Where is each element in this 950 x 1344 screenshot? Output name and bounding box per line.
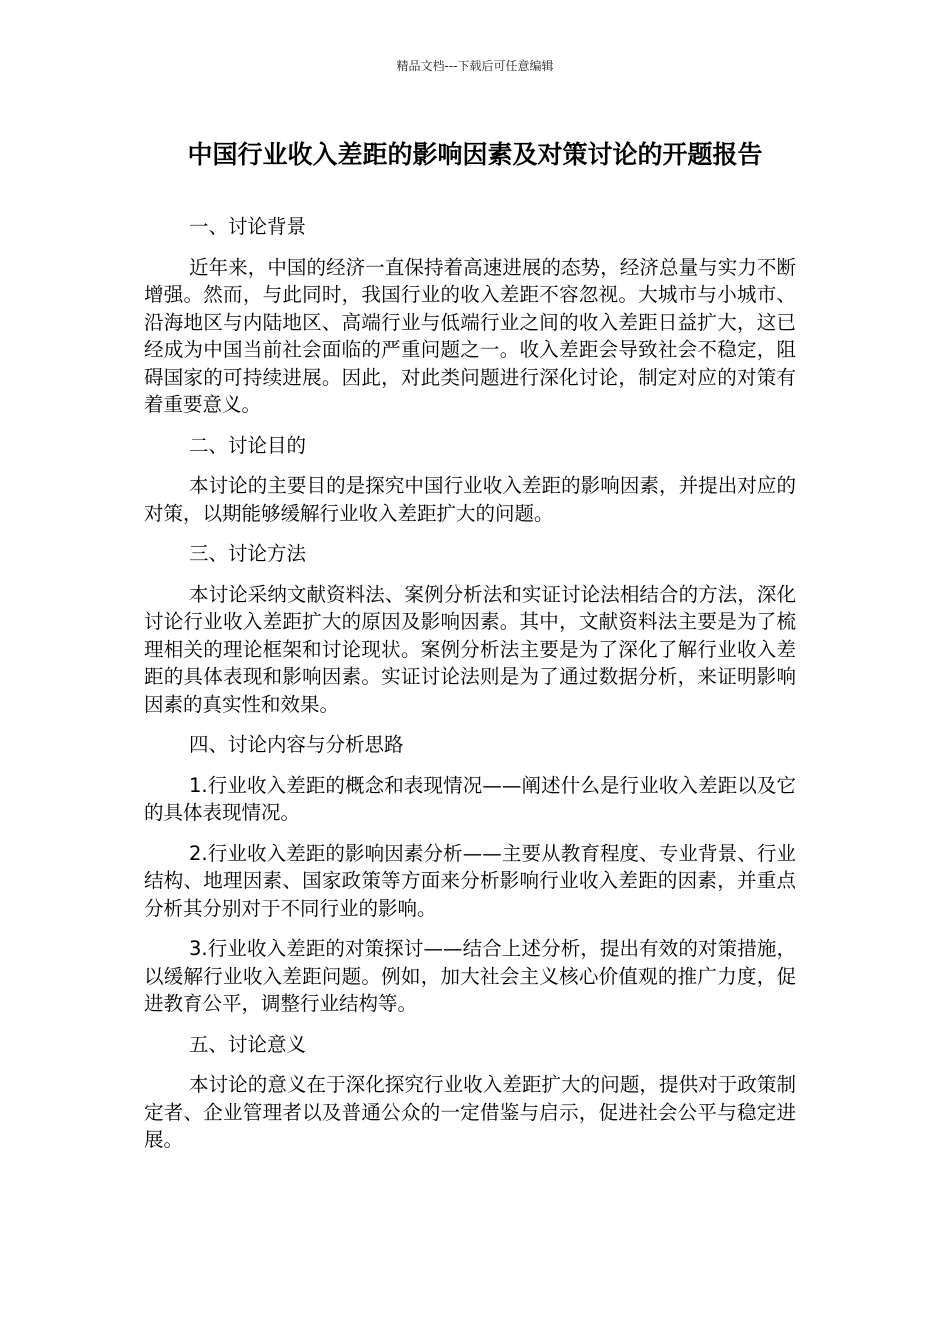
section-heading-content: 四、讨论内容与分析思路 [189,733,404,756]
paragraph-significance: 本讨论的意义在于深化探究行业收入差距扩大的问题，提供对于政策制定者、企业管理者以及普通公众的一定借鉴与启示，促进社会公平与稳定进展。 [144,1073,796,1151]
paragraph-purpose: 本讨论的主要目的是探究中国行业收入差距的影响因素，并提出对应的对策，以期能够缓解行业收入差距扩大的问题。 [144,474,796,525]
section-heading-significance: 五、讨论意义 [189,1032,307,1056]
paragraph-content-item-1: 1.行业收入差距的概念和表现情况——阐述什么是行业收入差距以及它的具体表现情况。 [144,773,796,824]
section-heading-method: 三、讨论方法 [189,542,307,565]
paragraph-background: 近年来，中国的经济一直保持着高速进展的态势，经济总量与实力不断增强。然而，与此同时，我国行业的收入差距不容忽视。大城市与小城市、沿海地区与内陆地区、高端行业与低端行业之间的收入差距日益扩大，这已经成为中国当前社会面临的严重问题之一。收入差距会导致社会不稳定，阻碍国家的可持续进展。因此，对此类问题进行深化讨论，制定对应的对策有着重要意义。 [144,255,796,416]
section-heading-background: 一、讨论背景 [189,215,307,238]
document-body [144,213,796,1167]
document-title: 中国行业收入差距的影响因素及对策讨论的开题报告 [187,140,763,169]
section-heading-purpose: 二、讨论目的 [189,433,307,457]
paragraph-content-item-3: 3.行业收入差距的对策探讨——结合上述分析，提出有效的对策措施，以缓解行业收入差距问题。例如，加大社会主义核心价值观的推广力度，促进教育公平，调整行业结构等。 [144,937,796,1015]
header-note: 精品文档---下载后可任意编辑 [396,59,554,73]
paragraph-method: 本讨论采纳文献资料法、案例分析法和实证讨论法相结合的方法，深化讨论行业收入差距扩大的原因及影响因素。其中，文献资料法主要是为了梳理相关的理论框架和讨论现状。案例分析法主要是为了深化了解行业收入差距的具体表现和影响因素。实证讨论法则是为了通过数据分析，来证明影响因素的真实性和效果。 [144,582,796,716]
paragraph-content-item-2: 2.行业收入差距的影响因素分析——主要从教育程度、专业背景、行业结构、地理因素、国家政策等方面来分析影响行业收入差距的因素，并重点分析其分别对于不同行业的影响。 [144,841,796,920]
